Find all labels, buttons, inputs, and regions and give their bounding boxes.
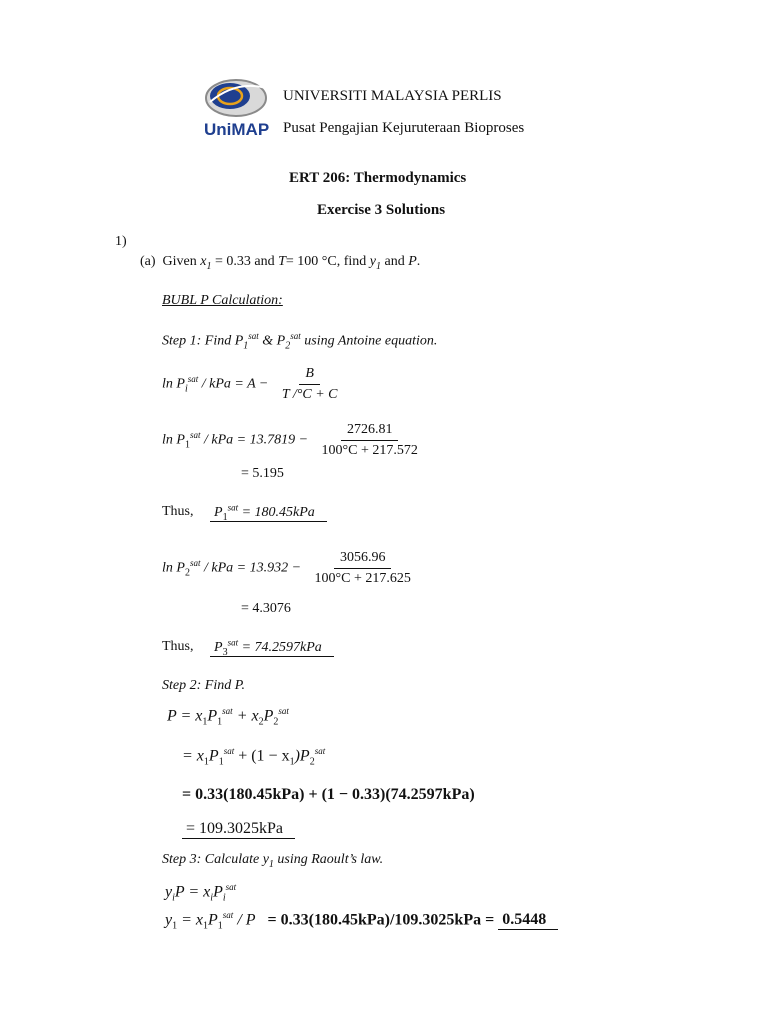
- raoult-law-calc: $y_1 = x_1P_1^{sat} / P$ = 0.33(180.45kPa)/109.3025kPa = 0.5448: [165, 910, 558, 932]
- course-title: ERT 206: Thermodynamics: [289, 170, 467, 186]
- p1-antoine-calc: $\ln P_1^{sat}$ / kPa = 13.7819 − $\frac{2726.81}{100^\circ C + 217.572}$: [162, 422, 418, 458]
- logo-text: UniMAP: [204, 120, 270, 139]
- p2-sat-result: $P_3^{sat} = 74.2597kPa$: [210, 637, 334, 657]
- y1-answer: 0.5448: [498, 911, 558, 930]
- p-equation-line1: $P = x_1P_1^{sat} + x_2P_2^{sat}$: [167, 706, 289, 728]
- p1-sat-result: $P_1^{sat} = 180.45kPa$: [210, 502, 327, 522]
- p-equation-result: = 109.3025kPa: [182, 820, 295, 838]
- antoine-equation: $\ln P_i^{sat}$ / kPa = A − $\frac{B}{T /^\circ C + C}$: [162, 366, 344, 403]
- school-name: Pusat Pengajian Kejuruteraan Bioproses: [283, 120, 525, 136]
- problem-number: 1): [115, 234, 127, 249]
- raoult-law-general: $y_iP = x_iP_i^{sat}$: [165, 882, 237, 904]
- step1-heading: Step 1: Find $P_1^{sat}$ & $P_2^{sat}$ using Antoine equation.: [162, 331, 438, 352]
- p2-thus-label: Thus,: [162, 639, 194, 654]
- p-equation-line3: = 0.33(180.45kPa) + (1 − 0.33)(74.2597kPa): [182, 786, 475, 803]
- logo-emblem-icon: [200, 72, 274, 122]
- document-title: Exercise 3 Solutions: [317, 202, 446, 218]
- p2-antoine-calc: $\ln P_2^{sat}$ / kPa = 13.932 − $\frac{3056.96}{100^\circ C + 217.625}$: [162, 550, 411, 586]
- antoine-fraction: $\frac{B}{T /^\circ C + C}$: [281, 366, 338, 402]
- p1-thus-label: Thus,: [162, 504, 194, 519]
- university-name: UNIVERSITI MALAYSIA PERLIS: [283, 88, 502, 104]
- p2-ln-result: = 4.3076: [241, 601, 291, 616]
- p1-ln-result: = 5.195: [241, 466, 284, 481]
- p-equation-line2: = $x_1P_1^{sat} + (1 - x_1)P_2^{sat}$: [182, 746, 326, 768]
- part-a-statement: (a) Given $x_1 = 0.33$ and T= 100 °C, find $y_1$ and P.: [140, 254, 421, 272]
- university-logo: [200, 72, 274, 144]
- bubl-p-heading: BUBL P Calculation:: [162, 293, 283, 308]
- step2-heading: Step 2: Find P.: [162, 678, 245, 693]
- step3-heading: Step 3: Calculate $y_1$ using Raoult’s law.: [162, 852, 384, 870]
